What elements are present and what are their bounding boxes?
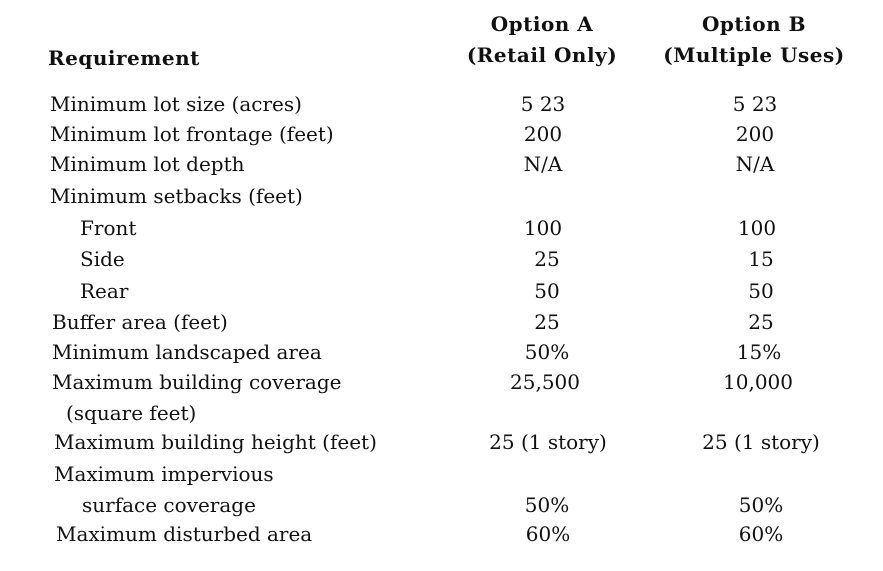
header-option-b-subtitle: (Multiple Uses) [663, 43, 845, 67]
option-b-value: 60% [738, 522, 784, 546]
table-row [0, 522, 883, 552]
option-b-value: 50% [738, 493, 784, 517]
table-row [0, 92, 883, 122]
row-label: Buffer area (feet) [52, 310, 228, 334]
option-a-value: 200 [523, 122, 563, 146]
table-row [0, 184, 883, 214]
option-b-value: 100 [737, 216, 777, 240]
table-row [0, 152, 883, 182]
row-label: Minimum setbacks (feet) [50, 184, 303, 208]
row-label: Minimum landscaped area [52, 340, 322, 364]
table-row [0, 122, 883, 152]
table-row [0, 340, 883, 370]
option-a-value: 25,500 [510, 370, 580, 394]
option-b-value: 10,000 [723, 370, 793, 394]
row-label: Minimum lot size (acres) [50, 92, 302, 116]
option-a-value: 50% [524, 493, 570, 517]
row-label: (square feet) [66, 401, 197, 425]
row-label: Minimum lot depth [50, 152, 245, 176]
option-b-value: N/A [735, 152, 775, 176]
option-a-value: 25 [534, 247, 560, 271]
table-row [0, 279, 883, 309]
option-a-value: 50 [534, 279, 560, 303]
option-a-value: 60% [525, 522, 571, 546]
option-b-value: 15 [748, 247, 774, 271]
header-option-a-subtitle: (Retail Only) [466, 43, 618, 67]
row-label: surface coverage [82, 493, 256, 517]
header-option-b-title: Option B [702, 12, 806, 36]
row-label: Side [80, 247, 125, 271]
table-row [0, 430, 883, 460]
option-a-value: N/A [523, 152, 563, 176]
table-row [0, 216, 883, 246]
row-label: Maximum impervious [54, 462, 274, 486]
row-label: Front [80, 216, 137, 240]
table-row [0, 493, 883, 523]
row-label: Minimum lot frontage (feet) [50, 122, 334, 146]
row-label: Maximum building height (feet) [54, 430, 377, 454]
table-row [0, 370, 883, 400]
option-b-value: 25 (1 story) [702, 430, 820, 454]
option-b-value: 50 [748, 279, 774, 303]
option-a-value: 25 [534, 310, 560, 334]
header-option-a-title: Option A [490, 12, 594, 36]
row-label: Maximum building coverage [52, 370, 342, 394]
option-b-value: 25 [748, 310, 774, 334]
row-label: Maximum disturbed area [56, 522, 313, 546]
option-b-value: 15% [736, 340, 782, 364]
option-a-value: 5 23 [520, 92, 566, 116]
table-row [0, 462, 883, 492]
table-row [0, 310, 883, 340]
option-a-value: 25 (1 story) [489, 430, 607, 454]
option-b-value: 5 23 [732, 92, 778, 116]
option-a-value: 50% [524, 340, 570, 364]
table-row [0, 247, 883, 277]
table-row [0, 401, 883, 431]
option-b-value: 200 [735, 122, 775, 146]
header-requirement: Requirement [48, 46, 200, 70]
option-a-value: 100 [523, 216, 563, 240]
row-label: Rear [80, 279, 129, 303]
